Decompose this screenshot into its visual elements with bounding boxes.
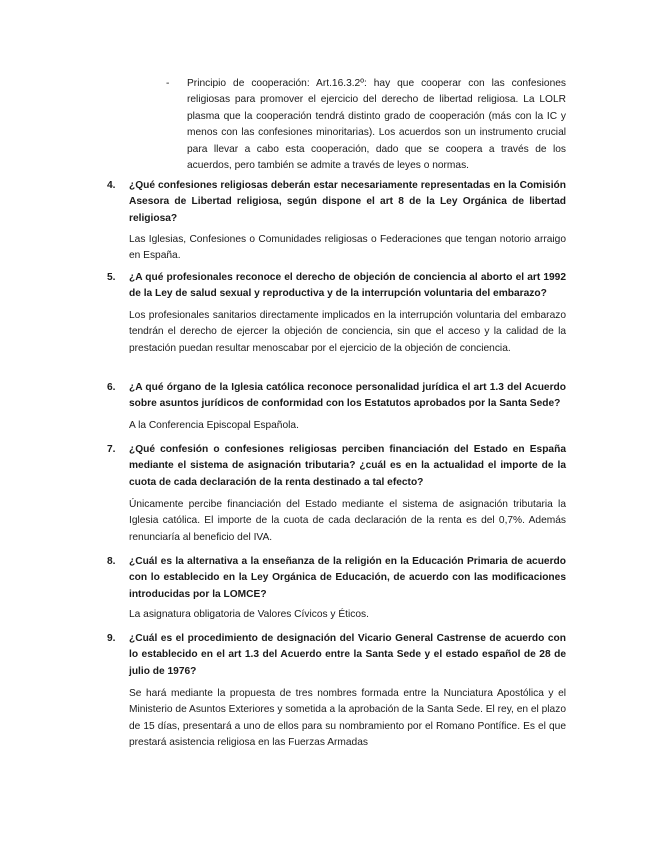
bullet-text: Principio de cooperación: Art.16.3.2º: hay que cooperar con las confesiones religiosas para promover el ejercicio del derecho de libertad religiosa. La LOLR plasma que la cooperación tendrá distinto grado de cooperación (más con la IC y menos con las confesiones minoritarias). Los acuerdos son un instrumento crucial para llevar a cabo esta cooperación, dado que se coopera a través de los acuerdos, pero también se admite a través de leyes o normas. bbox=[187, 78, 566, 172]
question-text: ¿Qué confesión o confesiones religiosas perciben financiación del Estado en España mediante el sistema de asignación tributaria? ¿cuál es en la actualidad el importe de la cuota de cada declaración de la renta destinado a tal efecto? bbox=[129, 444, 566, 488]
question-number: 7. bbox=[107, 444, 116, 455]
question-8 bbox=[107, 554, 566, 603]
question-number: 4. bbox=[107, 180, 116, 191]
question-number: 6. bbox=[107, 382, 116, 393]
question-6 bbox=[107, 380, 566, 413]
cooperation-principle-bullet bbox=[166, 76, 566, 174]
question-9 bbox=[107, 631, 566, 680]
answer-5: Los profesionales sanitarios directamente implicados en la interrupción voluntaria del embarazo tendrán el derecho de ejercer la objeción de conciencia, sin que el acceso y la calidad de la prestación puedan resultar menoscabar por el ejercicio de la objeción de conciencia. bbox=[129, 310, 566, 354]
question-number: 8. bbox=[107, 556, 116, 567]
answer-9: Se hará mediante la propuesta de tres nombres formada entre la Nunciatura Apostólica y el Ministerio de Asuntos Exteriores y sometida a la aprobación de la Santa Sede. El rey, en el plazo de 15 días, presentará a uno de ellos para su nombramiento por el Romano Pontífice. Es el que prestará asistencia religiosa en las Fuerzas Armadas bbox=[129, 688, 566, 749]
answer-7: Únicamente percibe financiación del Estado mediante el sistema de asignación tributaria la Iglesia católica. El importe de la cuota de cada declaración de la renta es del 0,7%. Además renunciaría al beneficio del IVA. bbox=[129, 499, 566, 543]
answer-4: Las Iglesias, Confesiones o Comunidades religiosas o Federaciones que tengan notorio arraigo en España. bbox=[129, 234, 566, 262]
question-text: ¿A qué órgano de la Iglesia católica reconoce personalidad jurídica el art 1.3 del Acuerdo sobre asuntos jurídicos de conformidad con los Estatutos aprobados por la Santa Sede? bbox=[129, 382, 566, 410]
question-text: ¿Qué confesiones religiosas deberán estar necesariamente representadas en la Comisión Asesora de Libertad religiosa, según dispone el art 8 de la Ley Orgánica de libertad religiosa? bbox=[129, 180, 566, 224]
question-7 bbox=[107, 442, 566, 491]
question-number: 5. bbox=[107, 272, 116, 283]
answer-6: A la Conferencia Episcopal Española. bbox=[129, 420, 299, 431]
answer-8: La asignatura obligatoria de Valores Cívicos y Éticos. bbox=[129, 609, 369, 620]
bullet-dash: - bbox=[166, 78, 170, 89]
question-4 bbox=[107, 178, 566, 227]
question-text: ¿Cuál es el procedimiento de designación del Vicario General Castrense de acuerdo con lo establecido en el art 1.3 del Acuerdo entre la Santa Sede y el estado español de 28 de julio de 1976? bbox=[129, 633, 566, 677]
question-number: 9. bbox=[107, 633, 116, 644]
question-text: ¿Cuál es la alternativa a la enseñanza de la religión en la Educación Primaria de acuerdo con lo establecido en la Ley Orgánica de Educación, de acuerdo con las modificaciones introducidas por la LOMCE? bbox=[129, 556, 566, 600]
question-text: ¿A qué profesionales reconoce el derecho de objeción de conciencia al aborto el art 1992 de la Ley de salud sexual y reproductiva y de la interrupción voluntaria del embarazo? bbox=[129, 272, 566, 300]
question-5 bbox=[107, 270, 566, 303]
